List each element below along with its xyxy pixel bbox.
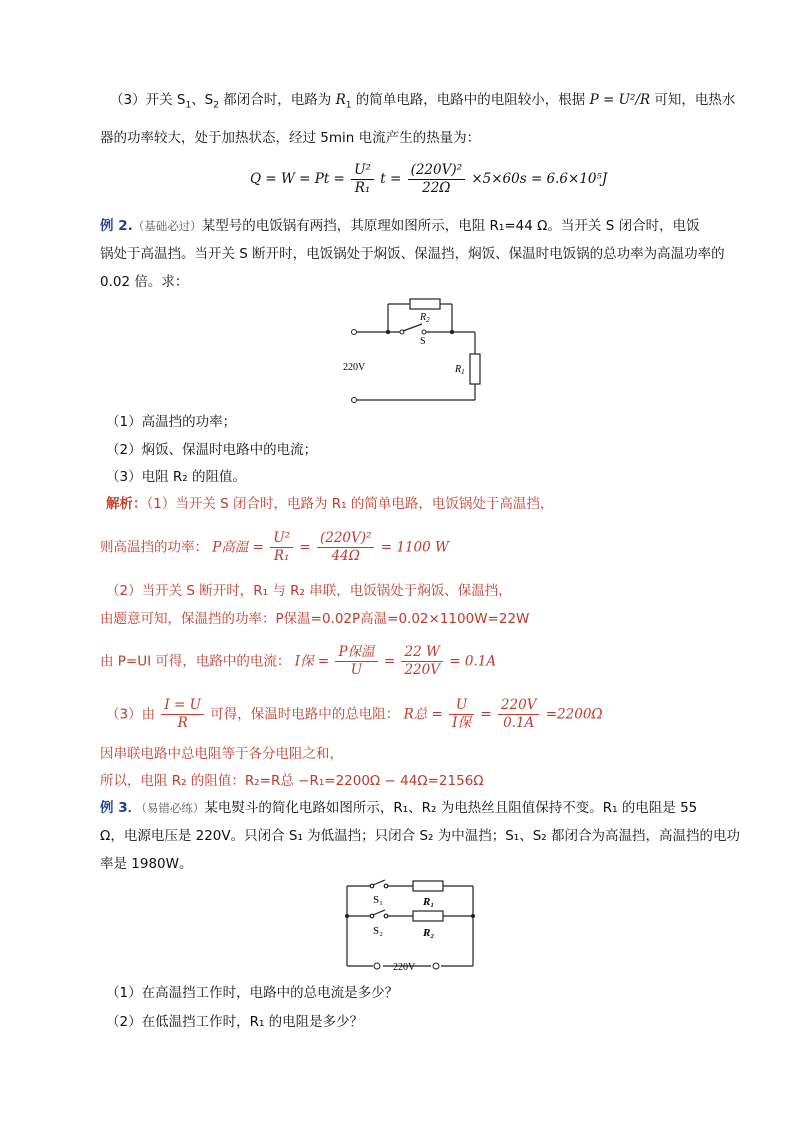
circuit2-s2-label: S₂: [373, 925, 383, 937]
circuit-diagram-1: [340, 292, 490, 407]
solution-line6: （3）由 $\frac{I = U}{R}$ 可得，保温时电路中的总电阻： R总 = $\frac{U}{\text{I保}}$ = $\frac{220V}{0.1A}$ =2200Ω: [106, 697, 603, 731]
example3-question1: （1）在高温挡工作时，电路中的总电流是多少？: [106, 985, 399, 1001]
solution-line4: 由题意可知，保温挡的功率：P保温=0.02P高温=0.02×1100W=22W: [100, 611, 530, 627]
example3-line1: 例 3．（易错必练）某电熨斗的简化电路如图所示，R₁、R₂ 为电热丝且阻值保持不变。R₁ 的电阻是 55: [100, 800, 698, 816]
circuit2-s1-label: S₁: [373, 894, 383, 906]
example3-question2: （2）在低温挡工作时，R₁ 的电阻是多少？: [106, 1014, 364, 1030]
example2-question2: （2）焖饭、保温时电路中的电流；: [106, 442, 318, 458]
example3-line3: 率是 1980W。: [100, 856, 193, 872]
circuit-diagram-2: [343, 878, 478, 976]
prev-part3-line2: 器的功率较大，处于加热状态，经过 5min 电流产生的热量为：: [100, 130, 481, 146]
example2-question1: （1）高温挡的功率；: [106, 414, 237, 430]
solution-line7: 因串联电路中总电阻等于各分电阻之和，: [100, 746, 343, 762]
solution-line1: 解析：（1）当开关 S 闭合时，电路为 R₁ 的简单电路，电饭锅处于高温挡，: [106, 496, 554, 512]
solution-line8: 所以，电阻 R₂ 的阻值：R₂=R总 −R₁=2200Ω − 44Ω=2156Ω: [100, 773, 484, 789]
circuit2-r2-label: R₂: [423, 927, 435, 939]
circuit1-voltage: 220V: [343, 362, 366, 373]
circuit1-s-label: S: [420, 336, 426, 347]
example2-line1: 例 2.（基础必过）某型号的电饭锅有两挡，其原理如图所示，电阻 R₁=44 Ω。当开关 S 闭合时，电饭: [100, 218, 700, 234]
example3-line2: Ω，电源电压是 220V。只闭合 S₁ 为低温挡；只闭合 S₂ 为中温挡；S₁、S₂ 都闭合为高温挡，高温挡的电功: [100, 828, 740, 844]
switch-s: [400, 324, 426, 334]
solution-line5: 由 P=UI 可得，电路中的电流： I保 = $\frac{\text{P保温}}{U}$ = $\frac{22 W}{220V}$ = 0.1A: [100, 644, 497, 678]
solution-line2: 则高温挡的功率： P高温 = $\frac{\text{U²}}{\text{R₁}}$ = $\frac{\text{(220V)²}}{44\Omega}$ = 1100 W: [100, 530, 449, 564]
circuit1-r1-label: $R_1$: [455, 364, 465, 376]
example2-question3: （3）电阻 R₂ 的阻值。: [106, 469, 246, 485]
heat-equation: Q = W = Pt = $\frac{\text{U²}}{\text{R₁}}$ t = $\frac{\text{(220V)²}}{22\Omega}$ ×5×60s = 6.6×10⁵J: [250, 162, 608, 196]
switch-s2: [370, 910, 388, 918]
circuit2-voltage: 220V: [393, 962, 416, 973]
circuit2-r1-label: R₁: [423, 896, 435, 908]
example2-line2: 锅处于高温挡。当开关 S 断开时，电饭锅处于焖饭、保温挡，焖饭、保温时电饭锅的总功率为高温功率的: [100, 246, 725, 262]
power-formula: P = U²/R: [589, 92, 651, 108]
example2-line3: 0.02 倍。求：: [100, 274, 189, 290]
solution-line3: （2）当开关 S 断开时，R₁ 与 R₂ 串联，电饭锅处于焖饭、保温挡，: [106, 583, 512, 599]
switch-s1: [370, 880, 388, 888]
circuit1-r2-label: $R_2$: [420, 312, 430, 324]
prev-part3-line1: （3）开关 $S_1$、$S_2$ 都闭合时，电路为 $R_1$ 的简单电路，电路中的电阻较小，根据 P = U²/R 可知，电热水: [110, 92, 736, 111]
